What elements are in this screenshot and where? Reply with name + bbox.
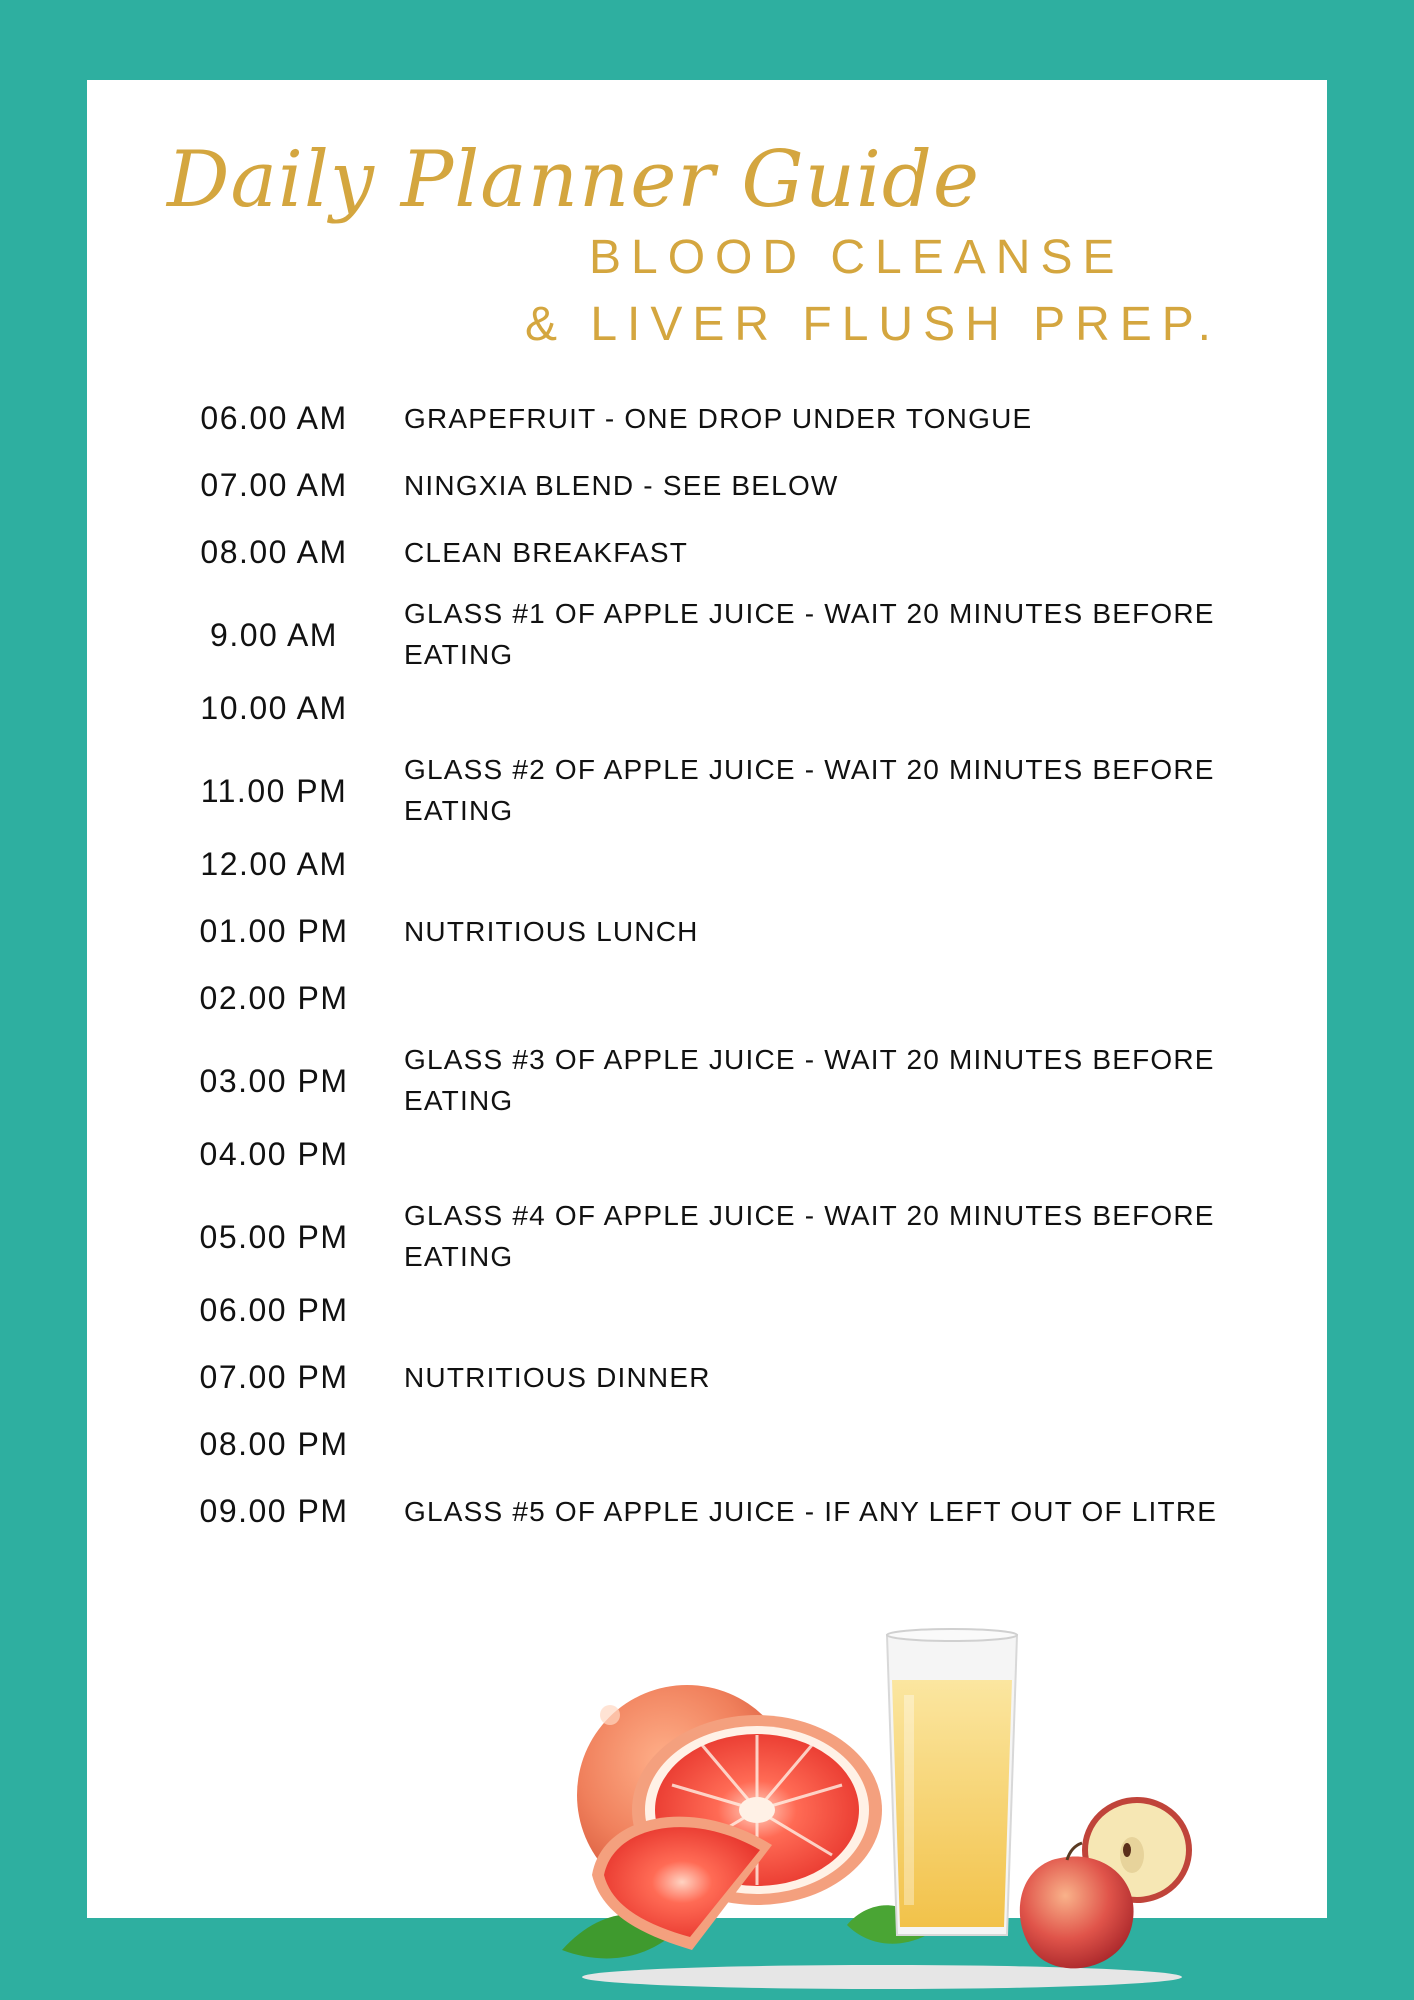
shadow (582, 1965, 1182, 1989)
schedule-task: NUTRITIOUS LUNCH (404, 916, 699, 947)
schedule-time: 08.00 AM (200, 534, 348, 570)
schedule-time: 07.00 AM (200, 467, 348, 503)
schedule-task: NUTRITIOUS DINNER (404, 1362, 711, 1393)
script-title: Daily Planner Guide (167, 135, 981, 225)
schedule-task: GRAPEFRUIT - ONE DROP UNDER TONGUE (404, 403, 1033, 434)
schedule-time: 01.00 PM (199, 913, 349, 949)
schedule-time: 12.00 AM (200, 846, 348, 882)
schedule-time: 11.00 PM (200, 773, 348, 809)
schedule-time: 04.00 PM (199, 1136, 349, 1172)
juice-glass-icon (887, 1629, 1017, 1935)
schedule-time: 05.00 PM (199, 1219, 349, 1255)
schedule-task: CLEAN BREAKFAST (404, 537, 689, 568)
schedule-task: NINGXIA BLEND - SEE BELOW (404, 470, 839, 501)
schedule-task: GLASS #1 OF APPLE JUICE - WAIT 20 MINUTES BEFORE EATING (404, 598, 1215, 670)
schedule-time: 08.00 PM (199, 1426, 349, 1462)
schedule-time: 06.00 PM (199, 1292, 349, 1328)
fruit-juice-svg (542, 1605, 1262, 1995)
schedule-task: GLASS #4 OF APPLE JUICE - WAIT 20 MINUTES BEFORE EATING (404, 1200, 1215, 1272)
schedule-task: GLASS #2 OF APPLE JUICE - WAIT 20 MINUTES BEFORE EATING (404, 754, 1215, 826)
schedule-time: 03.00 PM (199, 1063, 349, 1099)
schedule-task: GLASS #5 OF APPLE JUICE - IF ANY LEFT OUT OF LITRE (404, 1496, 1218, 1527)
schedule-time: 07.00 PM (199, 1359, 349, 1395)
schedule-task: GLASS #3 OF APPLE JUICE - WAIT 20 MINUTES BEFORE EATING (404, 1044, 1215, 1116)
subtitle-line-1: BLOOD CLEANSE (589, 231, 1125, 284)
fruit-illustration (542, 1605, 1262, 1995)
schedule-time: 10.00 AM (200, 690, 348, 726)
subtitle-line-2: & LIVER FLUSH PREP. (525, 298, 1221, 351)
schedule-time: 09.00 PM (199, 1493, 349, 1529)
schedule-time: 02.00 PM (199, 980, 349, 1016)
schedule-time: 9.00 AM (210, 617, 338, 653)
schedule-time: 06.00 AM (200, 400, 348, 436)
planner-card (87, 80, 1327, 1918)
